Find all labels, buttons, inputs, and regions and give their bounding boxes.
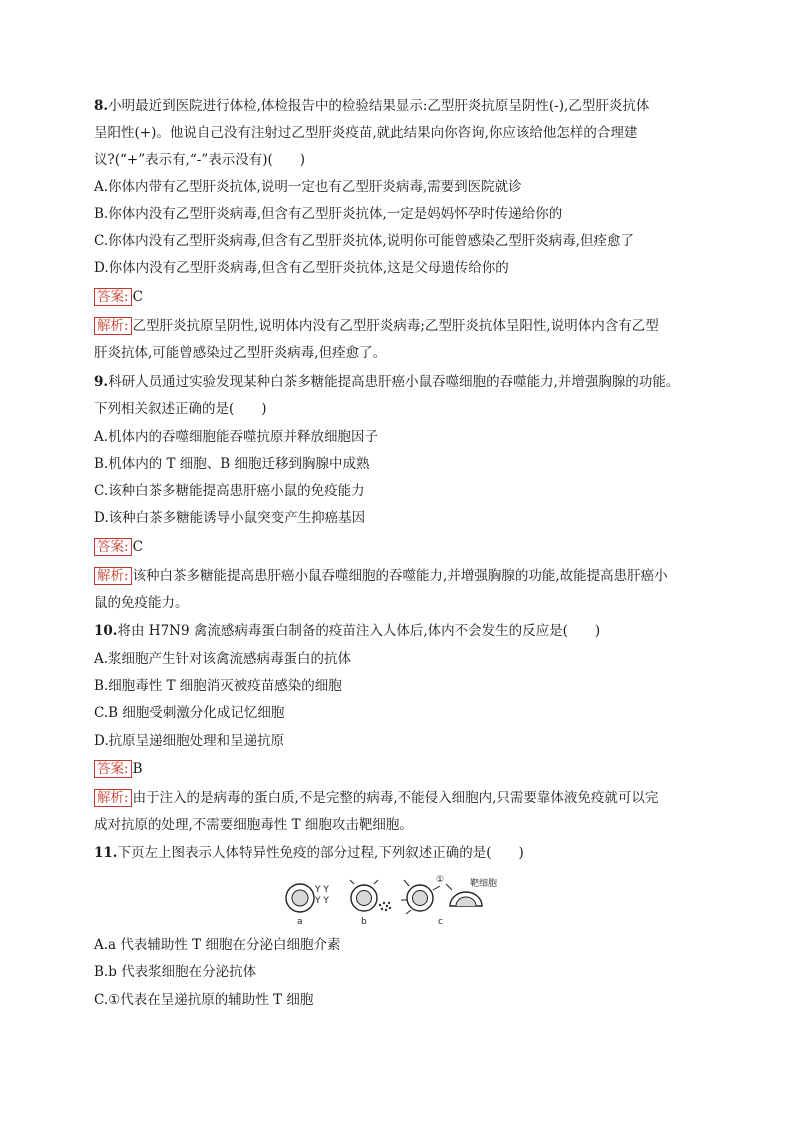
q11-option-a: A.a 代表辅助性 T 细胞在分泌白细胞介素 [94, 937, 341, 953]
q10-answer-value: B [132, 761, 143, 777]
q8-answer [94, 287, 754, 307]
q10-answer [94, 759, 754, 779]
analysis-tag: 解析: [94, 317, 132, 335]
q9-analysis-text1: 该种白茶多糖能提高患肝癌小鼠吞噬细胞的吞噬能力,并增强胸腺的功能,故能提高患肝癌小 [132, 568, 668, 584]
q10-stem-text1: 将由 H7N9 禽流感病毒蛋白制备的疫苗注入人体后,体内不会发生的反应是( ) [117, 623, 601, 639]
analysis-tag: 解析: [94, 567, 132, 585]
q9-stem-line2: 下列相关叙述正确的是( ) [94, 401, 267, 417]
q8-option-a: A.你体内带有乙型肝炎抗体,说明一定也有乙型肝炎病毒,需要到医院就诊 [94, 179, 522, 195]
answer-tag: 答案: [94, 288, 132, 306]
q10-analysis-line2: 成对抗原的处理,不需要细胞毒性 T 细胞攻击靶细胞。 [94, 817, 413, 833]
q9-option-d: D.该种白茶多糖能诱导小鼠突变产生抑癌基因 [94, 510, 366, 526]
q10-option-a: A.浆细胞产生针对该禽流感病毒蛋白的抗体 [94, 651, 352, 667]
q10-analysis-text1: 由于注入的是病毒的蛋白质,不是完整的病毒,不能侵入细胞内,只需要靠体液免疫就可以完 [132, 790, 659, 806]
q9-number: 9. [94, 374, 109, 390]
q11-stem-text1: 下页左上图表示人体特异性免疫的部分过程,下列叙述正确的是( ) [117, 845, 524, 861]
cell-a [286, 884, 329, 927]
q8-number: 8. [94, 98, 109, 114]
q8-stem-line1 [94, 96, 754, 116]
antibody-icon: Y Y [315, 885, 329, 895]
q9-answer-value: C [132, 539, 143, 555]
q10-number: 10. [94, 623, 118, 639]
q8-analysis-line2: 肝炎抗体,可能曾感染过乙型肝炎病毒,但痊愈了。 [94, 345, 387, 361]
antibody-icon: Y Y [315, 896, 329, 906]
immune-process-figure [280, 872, 520, 930]
label-c: c [438, 917, 443, 927]
q10-option-d: D.抗原呈递细胞处理和呈递抗原 [94, 733, 285, 749]
answer-tag: 答案: [94, 538, 132, 556]
label-a: a [297, 917, 303, 927]
q11-stem-line1 [94, 843, 754, 863]
cell-b [350, 880, 391, 927]
analysis-tag: 解析: [94, 789, 132, 807]
q11-number: 11. [94, 845, 118, 861]
q10-stem-line1 [94, 621, 754, 641]
q9-option-b: B.机体内的 T 细胞、B 细胞迁移到胸腺中成熟 [94, 456, 370, 472]
label-b: b [361, 917, 367, 927]
q9-option-a: A.机体内的吞噬细胞能吞噬抗原并释放细胞因子 [94, 429, 379, 445]
q11-option-b: B.b 代表浆细胞在分泌抗体 [94, 964, 257, 980]
q8-stem-text1: 小明最近到医院进行体检,体检报告中的检验结果显示:乙型肝炎抗原呈阴性(-),乙型肝炎抗体 [108, 98, 650, 114]
q8-answer-value: C [132, 289, 143, 305]
q9-analysis-line2: 鼠的免疫能力。 [94, 595, 189, 611]
q8-option-b: B.你体内没有乙型肝炎病毒,但含有乙型肝炎抗体,一定是妈妈怀孕时传递给你的 [94, 206, 563, 222]
q11-option-c: C.①代表在呈递抗原的辅助性 T 细胞 [94, 992, 314, 1008]
q9-option-c: C.该种白茶多糖能提高患肝癌小鼠的免疫能力 [94, 483, 365, 499]
q10-option-b: B.细胞毒性 T 细胞消灭被疫苗感染的细胞 [94, 678, 342, 694]
secreted-particles-icon [379, 902, 391, 911]
immune-process-diagram [280, 872, 520, 930]
cell-c [401, 875, 444, 927]
answer-tag: 答案: [94, 760, 132, 778]
q9-analysis-line1 [94, 566, 754, 586]
label-target-cell: 靶细胞 [470, 879, 498, 889]
target-cell [446, 877, 497, 906]
q8-analysis-text1: 乙型肝炎抗原呈阴性,说明体内没有乙型肝炎病毒;乙型肝炎抗体呈阳性,说明体内含有乙型 [132, 318, 659, 334]
arrow-icon [446, 884, 452, 890]
q9-stem-text1: 科研人员通过实验发现某种白茶多糖能提高患肝癌小鼠吞噬细胞的吞噬能力,并增强胸腺的功能。 [108, 374, 680, 390]
q10-analysis-line1 [94, 788, 754, 808]
q9-stem-line1 [94, 372, 754, 392]
q8-stem-line3: 议?(“+”表示有,“-”表示没有)( ) [94, 152, 306, 168]
label-1: ① [436, 875, 445, 885]
q8-option-d: D.你体内没有乙型肝炎病毒,但含有乙型肝炎抗体,这是父母遗传给你的 [94, 260, 509, 276]
q9-answer [94, 537, 754, 557]
q10-option-c: C.B 细胞受刺激分化成记忆细胞 [94, 705, 285, 721]
q8-option-c: C.你体内没有乙型肝炎病毒,但含有乙型肝炎抗体,说明你可能曾感染乙型肝炎病毒,但痊愈了 [94, 233, 635, 249]
q8-stem-line2: 呈阳性(+)。他说自己没有注射过乙型肝炎疫苗,就此结果向你咨询,你应该给他怎样的合理建 [94, 125, 638, 141]
q8-analysis-line1 [94, 316, 754, 336]
